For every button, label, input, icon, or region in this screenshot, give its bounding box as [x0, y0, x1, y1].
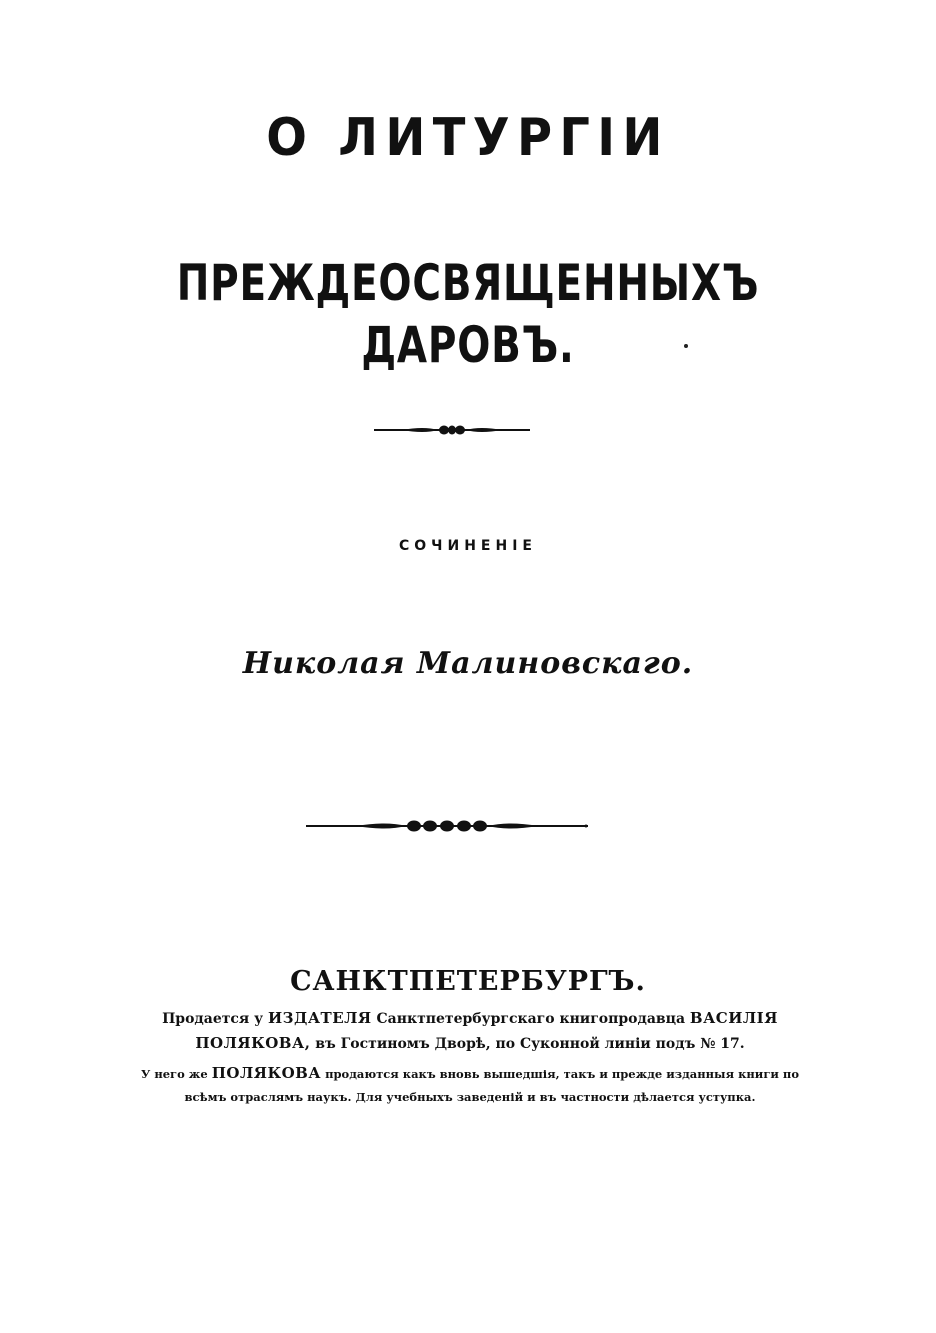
imprint-sale-suffix: въ Гостиномъ Дворѣ, по Суконной линіи подъ № 17. — [315, 1036, 745, 1052]
ornament-divider-bottom — [306, 814, 588, 838]
author-name: Николая Малиновскаго. — [242, 646, 694, 681]
imprint-sale-line — [120, 1006, 820, 1056]
title-line-1: О ЛИТУРГІИ — [266, 108, 670, 168]
imprint-note-name: ПОЛЯКОВА — [211, 1064, 322, 1082]
imprint-note-suffix: продаются какъ вновь вышедшія, такъ и прежде изданныя книги по всѣмъ отраслямъ наукъ. Для учебныхъ заведеній и въ частности дѣлается уступка. — [184, 1067, 799, 1104]
imprint-note-prefix: У него же — [140, 1067, 208, 1081]
imprint-city: САНКТПЕТЕРБУРГЪ. — [290, 966, 646, 997]
title-line-2: ПРЕЖДЕОСВЯЩЕННЫХЪ ДАРОВЪ. — [176, 254, 760, 374]
imprint-sale-name: ВАСИЛІЯ ПОЛЯКОВА, — [195, 1009, 778, 1052]
imprint-sale-middle: Санктпетербургскаго книгопродавца — [376, 1011, 686, 1027]
imprint-sale-publisher: ИЗДАТЕЛЯ — [268, 1009, 372, 1027]
ornament-divider-top — [374, 420, 530, 440]
imprint-note — [120, 1062, 820, 1109]
print-speck — [684, 344, 688, 348]
subtitle: СОЧИНЕНІЕ — [399, 538, 537, 554]
imprint-sale-prefix: Продается у — [162, 1011, 264, 1027]
